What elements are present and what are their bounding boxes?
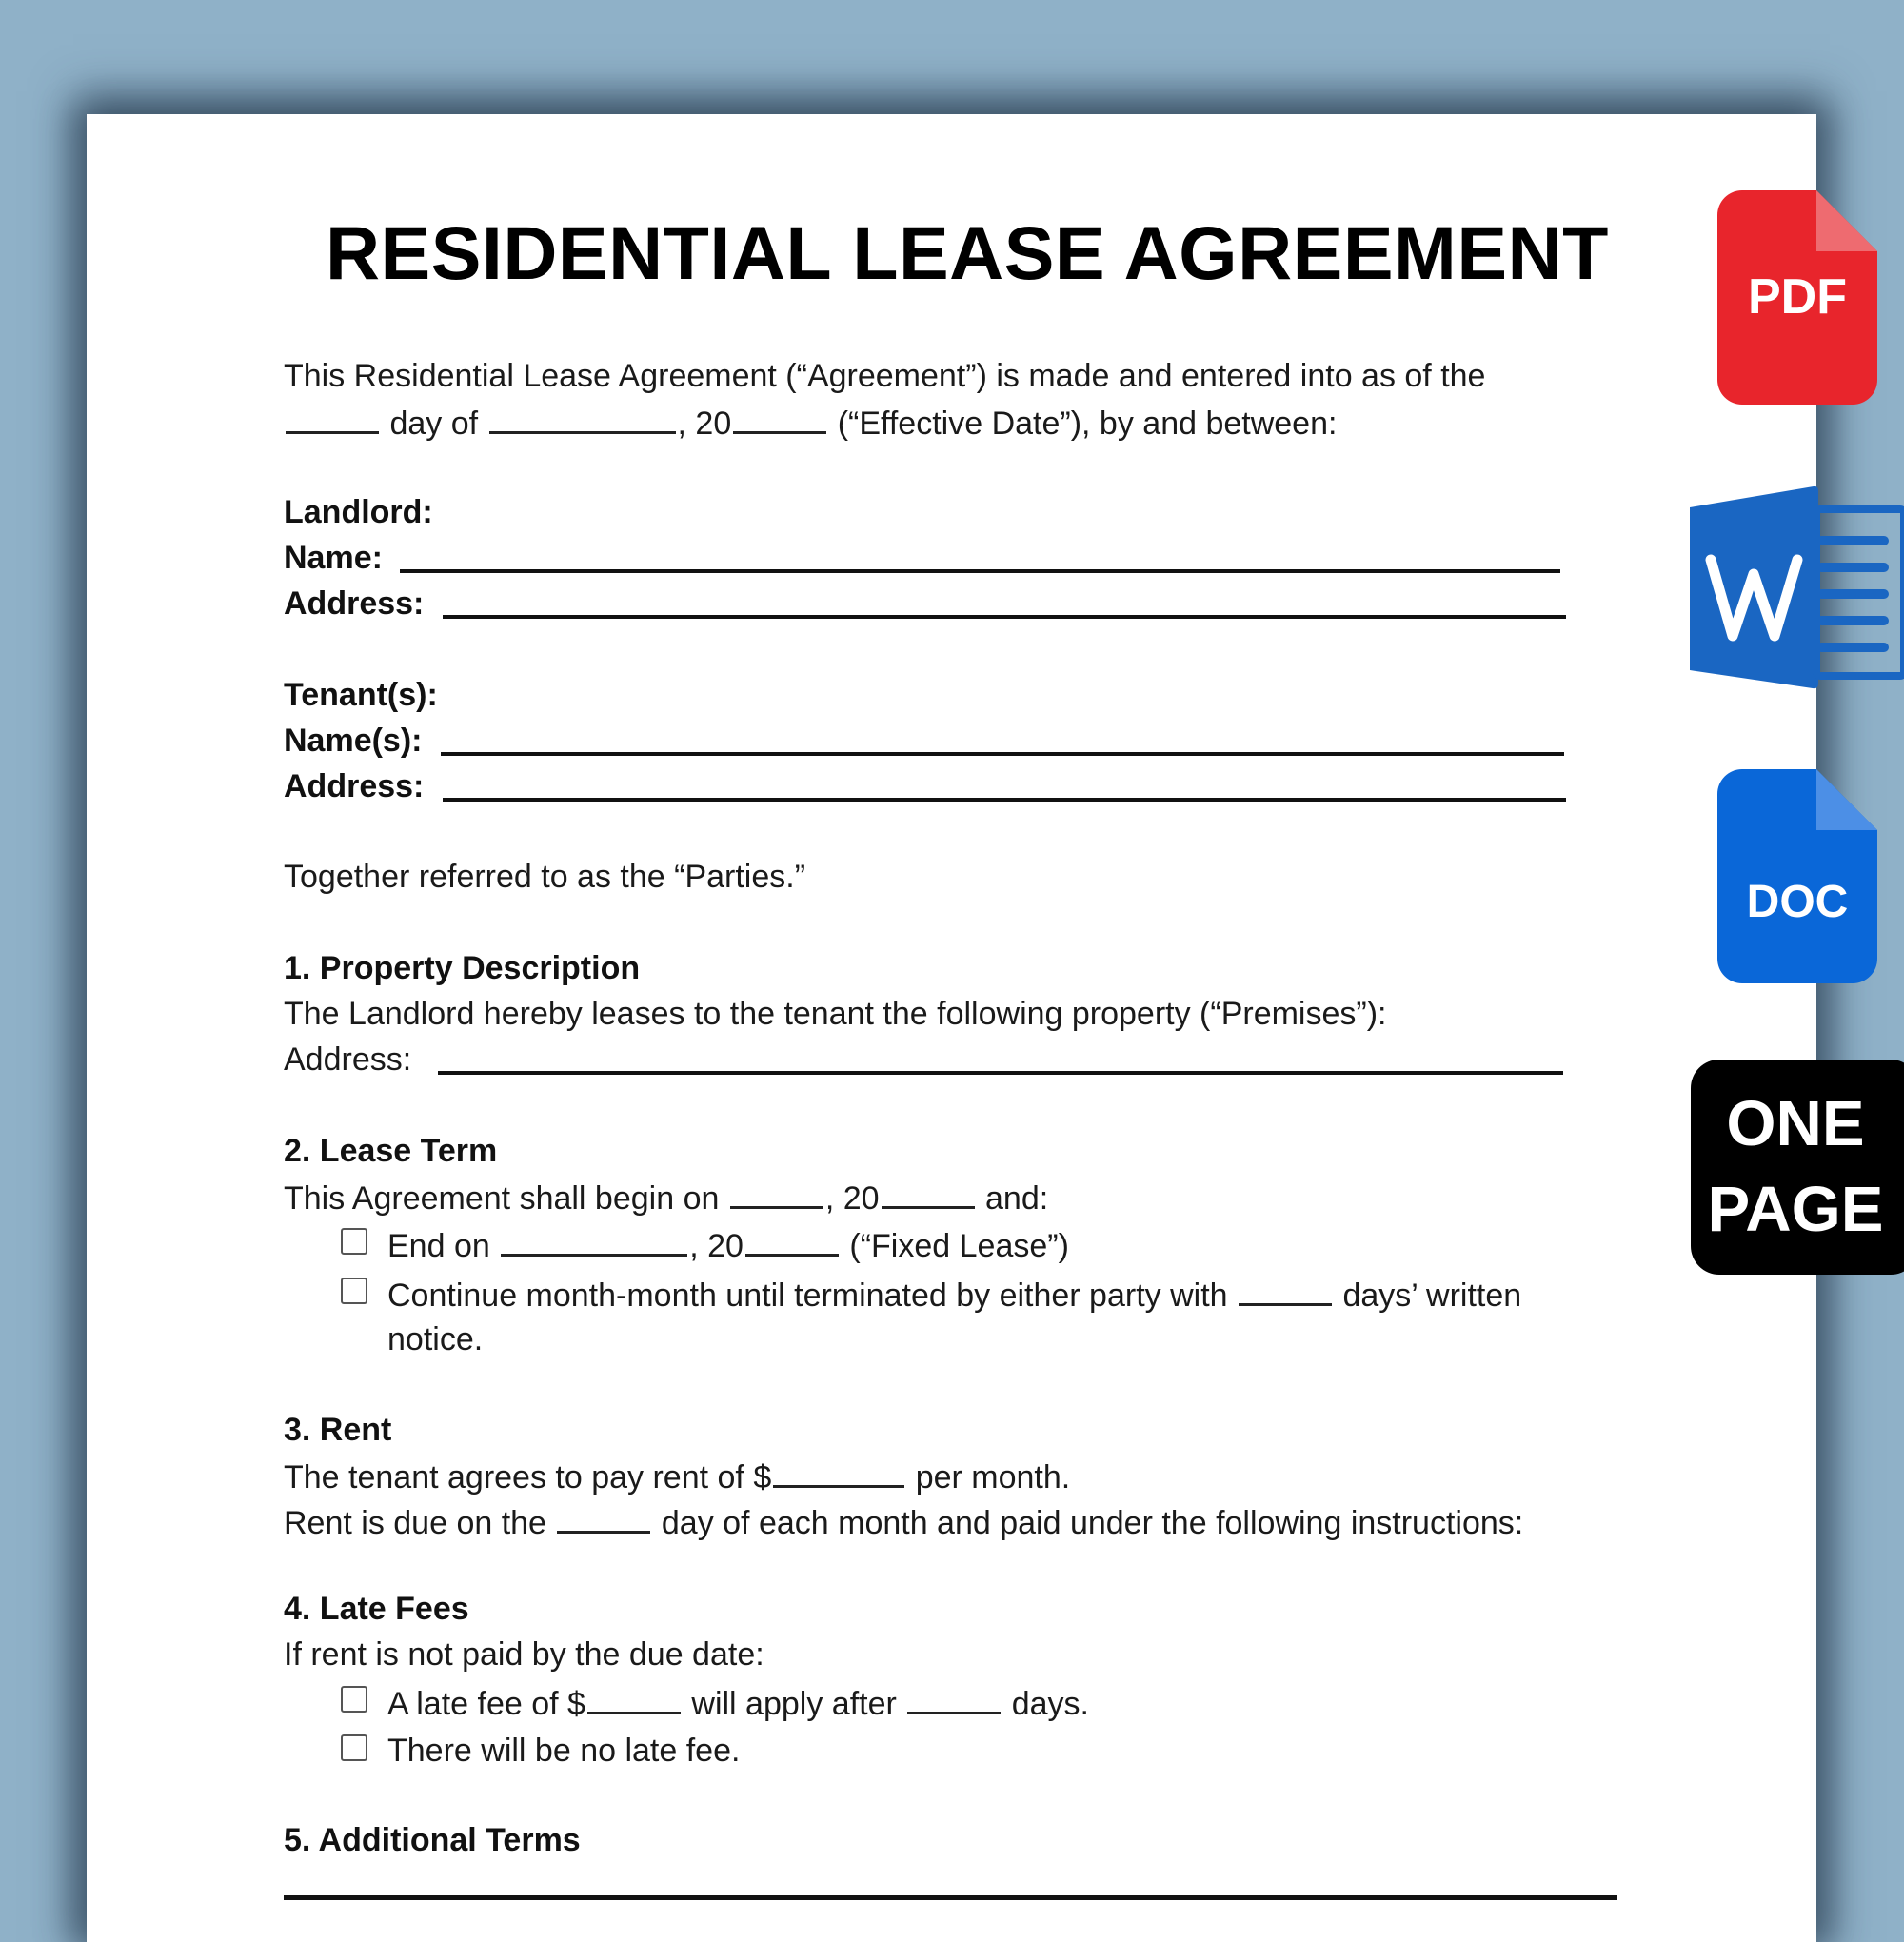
apply-after-text: will apply after bbox=[691, 1686, 897, 1722]
notice-text: notice. bbox=[387, 1321, 484, 1357]
end-on-text: End on bbox=[387, 1228, 490, 1264]
begin-date-blank[interactable] bbox=[730, 1178, 823, 1209]
landlord-heading: Landlord: bbox=[284, 494, 433, 530]
month-to-month-text: Continue month-month until terminated by either party with bbox=[387, 1278, 1228, 1314]
lease-begin-line bbox=[284, 1178, 1048, 1218]
rent-amount-text: The tenant agrees to pay rent of $ bbox=[284, 1459, 772, 1496]
landlord-address-label: Address: bbox=[284, 585, 425, 622]
rent-due-text: Rent is due on the bbox=[284, 1505, 546, 1541]
rent-due-day-blank[interactable] bbox=[557, 1502, 650, 1534]
tenant-name-field[interactable] bbox=[441, 752, 1564, 756]
late-fee-checkbox[interactable] bbox=[341, 1686, 367, 1713]
intro-line-2 bbox=[284, 403, 1337, 443]
rent-instructions-text: day of each month and paid under the following instructions: bbox=[661, 1505, 1524, 1541]
word-logo-shape bbox=[1690, 484, 1904, 691]
fixed-lease-checkbox[interactable] bbox=[341, 1228, 367, 1255]
doc-file-icon[interactable] bbox=[1717, 769, 1877, 983]
no-late-fee-option: There will be no late fee. bbox=[387, 1733, 741, 1769]
parties-text: Together referred to as the “Parties.” bbox=[284, 859, 806, 895]
days-written-text: days’ written bbox=[1342, 1278, 1522, 1314]
tenant-address-field[interactable] bbox=[443, 798, 1566, 802]
per-month-text: per month. bbox=[915, 1459, 1071, 1496]
late-fee-days-blank[interactable] bbox=[907, 1683, 1001, 1714]
intro-text-20: , 20 bbox=[677, 406, 732, 442]
additional-terms-field[interactable] bbox=[284, 1895, 1617, 1900]
section-1-text: The Landlord hereby leases to the tenant the following property (“Premises”): bbox=[284, 996, 1387, 1032]
late-fee-option bbox=[387, 1683, 1089, 1723]
days-text: days. bbox=[1011, 1686, 1089, 1722]
notice-days-blank[interactable] bbox=[1239, 1275, 1332, 1306]
one-page-badge bbox=[1691, 1060, 1904, 1275]
document-page bbox=[87, 114, 1816, 1942]
pdf-label: PDF bbox=[1748, 269, 1847, 325]
intro-text-day-of: day of bbox=[389, 406, 479, 442]
landlord-name-label: Name: bbox=[284, 540, 383, 576]
premises-address-label: Address: bbox=[284, 1041, 412, 1078]
late-fee-intro: If rent is not paid by the due date: bbox=[284, 1636, 764, 1673]
end-year-blank[interactable] bbox=[745, 1225, 839, 1257]
rent-amount-line bbox=[284, 1456, 1070, 1496]
tenant-name-label: Name(s): bbox=[284, 723, 423, 759]
month-to-month-option bbox=[387, 1275, 1521, 1315]
month-to-month-checkbox[interactable] bbox=[341, 1278, 367, 1304]
late-fee-amount-blank[interactable] bbox=[587, 1683, 681, 1714]
document-title: RESIDENTIAL LEASE AGREEMENT bbox=[326, 210, 1609, 295]
fixed-lease-option bbox=[387, 1225, 1069, 1265]
begin-and-text: and: bbox=[985, 1180, 1049, 1217]
one-page-line-1: ONE bbox=[1726, 1088, 1865, 1159]
tenant-heading: Tenant(s): bbox=[284, 677, 438, 713]
section-1-heading: 1. Property Description bbox=[284, 950, 641, 986]
day-blank[interactable] bbox=[286, 403, 379, 434]
intro-text-effective-date: (“Effective Date”), by and between: bbox=[837, 406, 1338, 442]
rent-due-line bbox=[284, 1502, 1523, 1542]
year-blank[interactable] bbox=[733, 403, 826, 434]
section-5-heading: 5. Additional Terms bbox=[284, 1822, 581, 1858]
late-fee-text: A late fee of $ bbox=[387, 1686, 585, 1722]
fixed-lease-text: (“Fixed Lease”) bbox=[849, 1228, 1069, 1264]
lease-begin-text: This Agreement shall begin on bbox=[284, 1180, 720, 1217]
section-2-heading: 2. Lease Term bbox=[284, 1133, 498, 1169]
month-blank[interactable] bbox=[489, 403, 676, 434]
begin-year-prefix: , 20 bbox=[824, 1180, 880, 1217]
section-3-heading: 3. Rent bbox=[284, 1412, 392, 1448]
word-file-icon[interactable] bbox=[1690, 484, 1904, 691]
end-date-blank[interactable] bbox=[501, 1225, 687, 1257]
one-page-line-2: PAGE bbox=[1707, 1174, 1884, 1245]
doc-label: DOC bbox=[1746, 877, 1849, 927]
no-late-fee-checkbox[interactable] bbox=[341, 1734, 367, 1761]
pdf-file-icon[interactable] bbox=[1717, 190, 1877, 405]
landlord-name-field[interactable] bbox=[400, 569, 1560, 573]
rent-amount-blank[interactable] bbox=[773, 1456, 904, 1488]
intro-line-1: This Residential Lease Agreement (“Agreement”) is made and entered into as of the bbox=[284, 358, 1486, 394]
section-4-heading: 4. Late Fees bbox=[284, 1591, 469, 1627]
premises-address-field[interactable] bbox=[438, 1071, 1563, 1075]
landlord-address-field[interactable] bbox=[443, 615, 1566, 619]
tenant-address-label: Address: bbox=[284, 768, 425, 804]
end-year-prefix: , 20 bbox=[689, 1228, 744, 1264]
begin-year-blank[interactable] bbox=[882, 1178, 975, 1209]
